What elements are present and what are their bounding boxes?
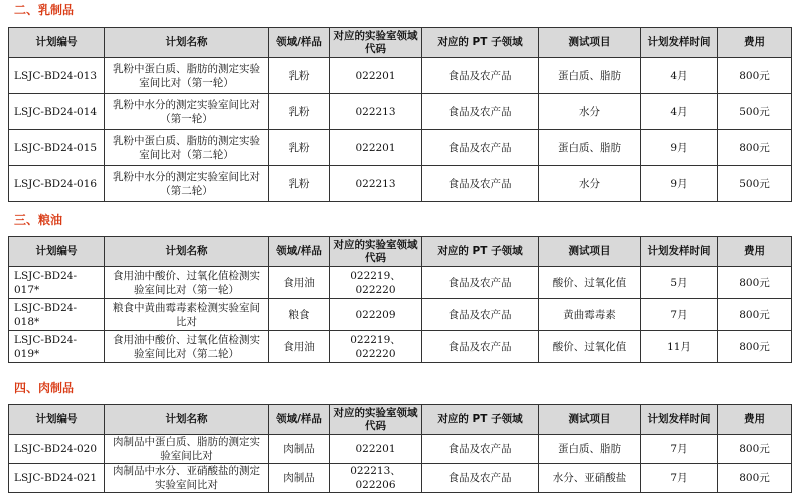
- test-item: 蛋白质、脂肪: [539, 58, 641, 94]
- header-pt-field: 对应的 PT 子领域: [422, 28, 539, 58]
- lab-code: 022209: [330, 299, 422, 331]
- dispatch-time: 4月: [641, 58, 718, 94]
- dispatch-time: 9月: [641, 166, 718, 202]
- section-title-dairy: 二、乳制品: [14, 3, 75, 17]
- test-item: 蛋白质、脂肪: [539, 130, 641, 166]
- plan-name: 乳粉中水分的测定实验室间比对（第一轮）: [105, 94, 269, 130]
- plan-name: 食用油中酸价、过氧化值检测实验室间比对（第一轮）: [105, 267, 269, 299]
- dispatch-time: 4月: [641, 94, 718, 130]
- test-item: 水分: [539, 166, 641, 202]
- fee: 800元: [718, 331, 792, 363]
- table-row: [9, 166, 792, 202]
- table-row: [9, 331, 792, 363]
- plan-code: LSJC-BD24-021: [9, 464, 105, 493]
- dispatch-time: 7月: [641, 464, 718, 493]
- dispatch-time: 7月: [641, 299, 718, 331]
- lab-code: 022201: [330, 435, 422, 464]
- plan-code: LSJC-BD24-014: [9, 94, 105, 130]
- plan-name: 肉制品中蛋白质、脂肪的测定实验室间比对: [105, 435, 269, 464]
- fee: 800元: [718, 58, 792, 94]
- test-item: 水分: [539, 94, 641, 130]
- header-test-item: 测试项目: [539, 28, 641, 58]
- header-pt-field: 对应的 PT 子领域: [422, 405, 539, 435]
- plan-code: LSJC-BD24-018*: [9, 299, 105, 331]
- header-test-item: 测试项目: [539, 405, 641, 435]
- plan-name: 乳粉中蛋白质、脂肪的测定实验室间比对（第一轮）: [105, 58, 269, 94]
- test-item: 蛋白质、脂肪: [539, 435, 641, 464]
- plan-code: LSJC-BD24-019*: [9, 331, 105, 363]
- header-plan-name: 计划名称: [105, 28, 269, 58]
- test-item: 酸价、过氧化值: [539, 267, 641, 299]
- dispatch-time: 11月: [641, 331, 718, 363]
- lab-code: 022201: [330, 58, 422, 94]
- plan-name: 乳粉中水分的测定实验室间比对（第二轮）: [105, 166, 269, 202]
- test-item: 水分、亚硝酸盐: [539, 464, 641, 493]
- test-item: 酸价、过氧化值: [539, 331, 641, 363]
- header-row: [9, 28, 792, 58]
- table-row: [9, 94, 792, 130]
- pt-field: 食品及农产品: [422, 130, 539, 166]
- header-lab-code: 对应的实验室领域代码: [330, 237, 422, 267]
- plan-code: LSJC-BD24-015: [9, 130, 105, 166]
- sample: 肉制品: [269, 464, 330, 493]
- plan-code: LSJC-BD24-013: [9, 58, 105, 94]
- sample: 粮食: [269, 299, 330, 331]
- header-sample: 领域/样品: [269, 28, 330, 58]
- fee: 800元: [718, 130, 792, 166]
- sample: 食用油: [269, 331, 330, 363]
- plan-name: 乳粉中蛋白质、脂肪的测定实验室间比对（第二轮）: [105, 130, 269, 166]
- dispatch-time: 9月: [641, 130, 718, 166]
- header-plan-name: 计划名称: [105, 405, 269, 435]
- lab-code: 022219、022220: [330, 267, 422, 299]
- sample: 乳粉: [269, 58, 330, 94]
- grain-oil-table: [8, 236, 792, 363]
- pt-field: 食品及农产品: [422, 331, 539, 363]
- pt-field: 食品及农产品: [422, 464, 539, 493]
- header-pt-field: 对应的 PT 子领域: [422, 237, 539, 267]
- fee: 800元: [718, 464, 792, 493]
- header-plan-code: 计划编号: [9, 405, 105, 435]
- header-sample: 领域/样品: [269, 237, 330, 267]
- fee: 500元: [718, 166, 792, 202]
- table-row: [9, 130, 792, 166]
- header-fee: 费用: [718, 405, 792, 435]
- header-test-item: 测试项目: [539, 237, 641, 267]
- section-title-grain-oil: 三、粮油: [14, 213, 63, 227]
- header-fee: 费用: [718, 28, 792, 58]
- pt-field: 食品及农产品: [422, 267, 539, 299]
- pt-field: 食品及农产品: [422, 435, 539, 464]
- header-fee: 费用: [718, 237, 792, 267]
- header-plan-name: 计划名称: [105, 237, 269, 267]
- plan-code: LSJC-BD24-017*: [9, 267, 105, 299]
- sample: 肉制品: [269, 435, 330, 464]
- dairy-table: [8, 27, 792, 202]
- sample: 乳粉: [269, 94, 330, 130]
- table-row: [9, 299, 792, 331]
- meat-table: [8, 404, 792, 493]
- header-plan-code: 计划编号: [9, 28, 105, 58]
- pt-field: 食品及农产品: [422, 166, 539, 202]
- pt-field: 食品及农产品: [422, 299, 539, 331]
- sample: 乳粉: [269, 166, 330, 202]
- fee: 800元: [718, 435, 792, 464]
- lab-code: 022213: [330, 166, 422, 202]
- header-row: [9, 405, 792, 435]
- table-row: [9, 58, 792, 94]
- header-dispatch-time: 计划发样时间: [641, 28, 718, 58]
- pt-field: 食品及农产品: [422, 58, 539, 94]
- fee: 800元: [718, 299, 792, 331]
- plan-name: 食用油中酸价、过氧化值检测实验室间比对（第二轮）: [105, 331, 269, 363]
- section-title-meat: 四、肉制品: [14, 381, 75, 395]
- fee: 500元: [718, 94, 792, 130]
- table-row: [9, 267, 792, 299]
- plan-code: LSJC-BD24-020: [9, 435, 105, 464]
- header-row: [9, 237, 792, 267]
- header-dispatch-time: 计划发样时间: [641, 237, 718, 267]
- lab-code: 022213、022206: [330, 464, 422, 493]
- header-plan-code: 计划编号: [9, 237, 105, 267]
- header-dispatch-time: 计划发样时间: [641, 405, 718, 435]
- lab-code: 022201: [330, 130, 422, 166]
- plan-name: 肉制品中水分、亚硝酸盐的测定实验室间比对: [105, 464, 269, 493]
- sample: 食用油: [269, 267, 330, 299]
- plan-name: 粮食中黄曲霉毒素检测实验室间比对: [105, 299, 269, 331]
- sample: 乳粉: [269, 130, 330, 166]
- header-sample: 领域/样品: [269, 405, 330, 435]
- plan-code: LSJC-BD24-016: [9, 166, 105, 202]
- dispatch-time: 7月: [641, 435, 718, 464]
- header-lab-code: 对应的实验室领域代码: [330, 405, 422, 435]
- table-row: [9, 435, 792, 464]
- fee: 800元: [718, 267, 792, 299]
- pt-field: 食品及农产品: [422, 94, 539, 130]
- test-item: 黄曲霉毒素: [539, 299, 641, 331]
- lab-code: 022213: [330, 94, 422, 130]
- lab-code: 022219、022220: [330, 331, 422, 363]
- table-row: [9, 464, 792, 493]
- header-lab-code: 对应的实验室领域代码: [330, 28, 422, 58]
- dispatch-time: 5月: [641, 267, 718, 299]
